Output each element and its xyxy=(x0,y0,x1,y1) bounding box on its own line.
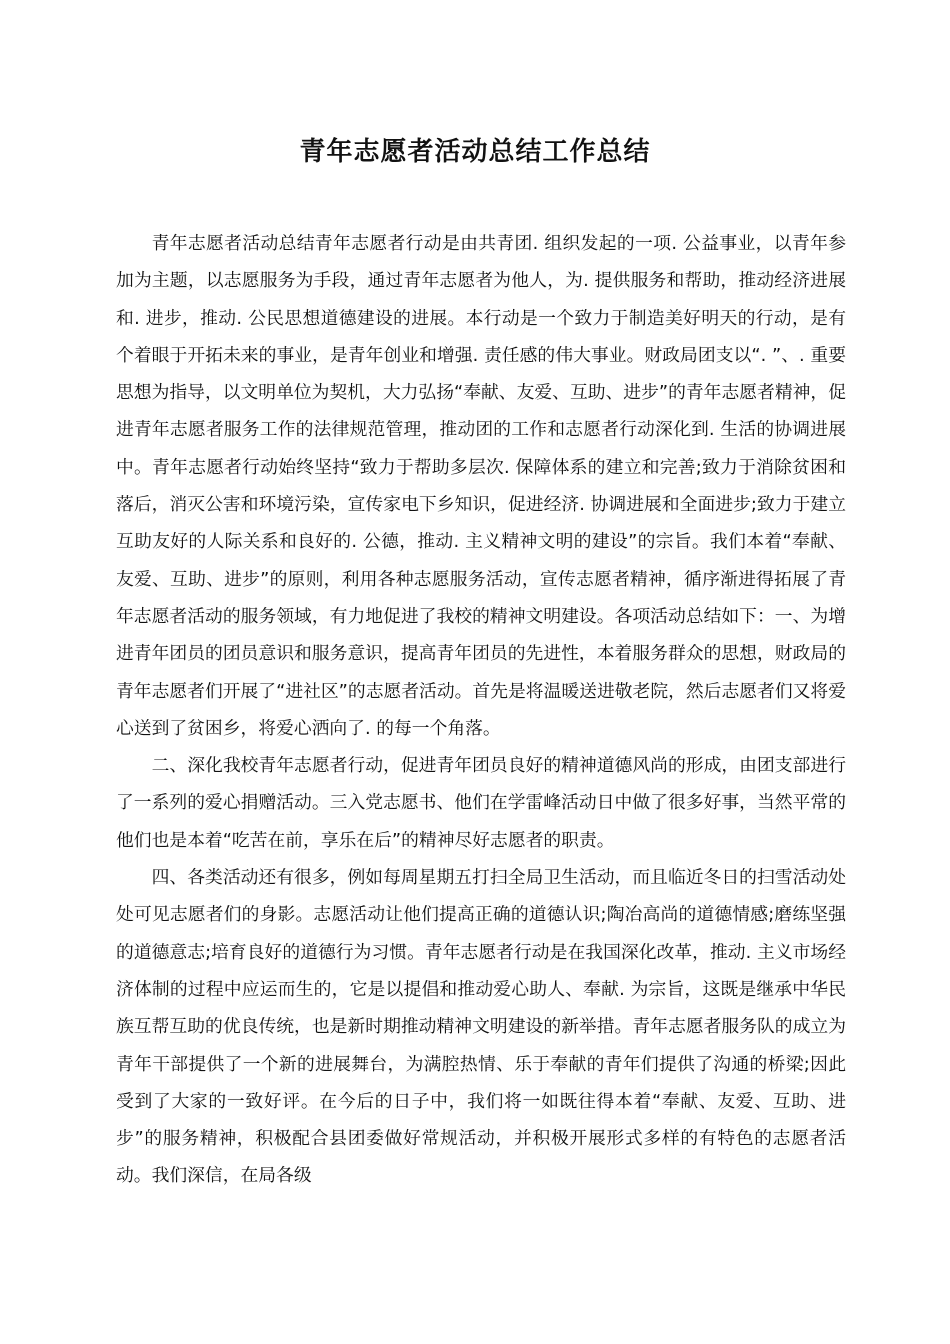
paragraph-2: 二、深化我校青年志愿者行动，促进青年团员良好的精神道德风尚的形成，由团支部进行了一系列的爱心捐赠活动。三入党志愿书、他们在学雷峰活动日中做了很多好事，当然平常的他们也是本着“吃苦在前，享乐在后”的精神尽好志愿者的职责。 xyxy=(116,755,846,851)
paragraph-3: 四、各类活动还有很多，例如每周星期五打扫全局卫生活动，而且临近冬日的扫雪活动处处可见志愿者们的身影。志愿活动让他们提高正确的道德认识;陶冶高尚的道德情感;磨练坚强的道德意志;培育良好的道德行为习惯。青年志愿者行动是在我国深化改革，推动. 主义市场经济体制的过程中应运而生的，它是以提倡和推动爱心助人、奉献. 为宗旨，这既是继承中华民族互帮互助的优良传统，也是新时期推动精神文明建设的新举措。青年志愿者服务队的成立为青年干部提供了一个新的进展舞台，为满腔热情、乐于奉献的青年们提供了沟通的桥梁;因此受到了大家的一致好评。在今后的日子中，我们将一如既往得本着“奉献、友爱、互助、进步”的服务精神，积极配合县团委做好常规活动，并积极开展形式多样的有特色的志愿者活动。我们深信，在局各级 xyxy=(116,867,846,1187)
document-title: 青年志愿者活动总结工作总结 xyxy=(299,137,651,167)
paragraph-1: 青年志愿者活动总结青年志愿者行动是由共青团. 组织发起的一项. 公益事业，以青年参加为主题，以志愿服务为手段，通过青年志愿者为他人，为. 提供服务和帮助，推动经济进展和. 进步，推动. 公民思想道德建设的进展。本行动是一个致力于制造美好明天的行动，是有个着眼于开拓未来的事业，是青年创业和增强. 责任感的伟大事业。财政局团支以“. ”、. 重要思想为指导，以文明单位为契机，大力弘扬“奉献、友爱、互助、进步”的青年志愿者精神，促进青年志愿者服务工作的法律规范管理，推动团的工作和志愿者行动深化到. 生活的协调进展中。青年志愿者行动始终坚持“致力于帮助多层次. 保障体系的建立和完善;致力于消除贫困和落后，消灭公害和环境污染，宣传家电下乡知识，促进经济. 协调进展和全面进步;致力于建立互助友好的人际关系和良好的. 公德，推动. 主义精神文明的建设”的宗旨。我们本着“奉献、友爱、互助、进步”的原则，利用各种志愿服务活动，宣传志愿者精神，循序渐进得拓展了青年志愿者活动的服务领域，有力地促进了我校的精神文明建设。各项活动总结如下：一、为增进青年团员的团员意识和服务意识，提高青年团员的先进性，本着服务群众的思想，财政局的青年志愿者们开展了“进社区”的志愿者活动。首先是将温暖送进敬老院，然后志愿者们又将爱心送到了贫困乡，将爱心洒向了. 的每一个角落。 xyxy=(116,233,846,739)
document-body xyxy=(116,225,846,1195)
